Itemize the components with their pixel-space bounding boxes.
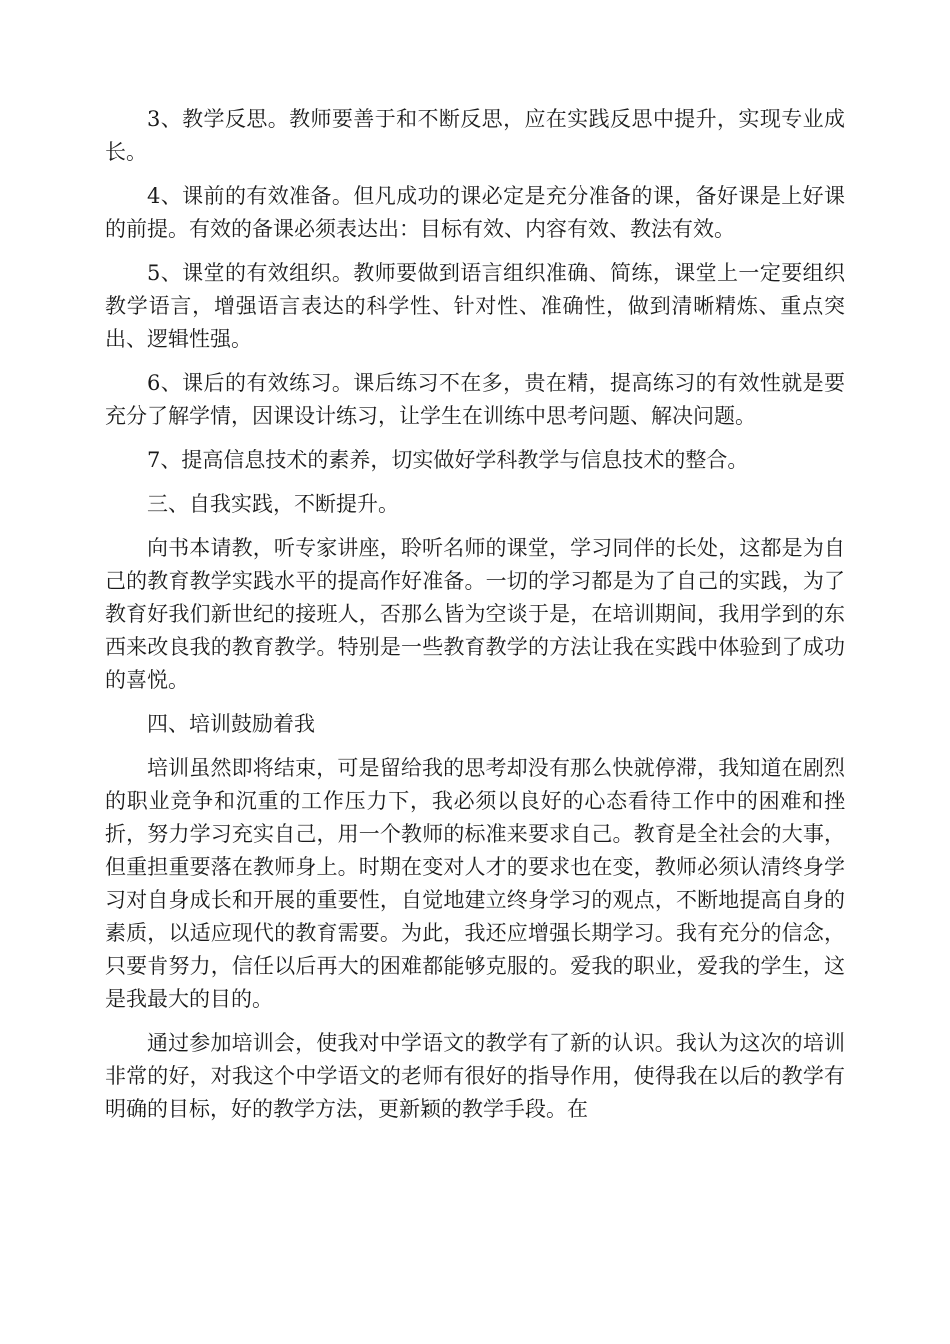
paragraph-organization: 5、课堂的有效组织。教师要做到语言组织准确、简练，课堂上一定要组织教学语言，增强语言表达的科学性、针对性、准确性，做到清晰精炼、重点突出、逻辑性强。 [105, 261, 845, 351]
section-heading-self-practice: 三、自我实践，不断提升。 [147, 492, 399, 516]
document-page [105, 103, 845, 1137]
section-heading-encouragement: 四、培训鼓励着我 [147, 712, 315, 736]
paragraph-preparation: 4、课前的有效准备。但凡成功的课必定是充分准备的课，备好课是上好课的前提。有效的备课必须表达出：目标有效、内容有效、教法有效。 [105, 184, 845, 241]
paragraph-learning: 向书本请教，听专家讲座，聆听名师的课堂，学习同伴的长处，这都是为自己的教育教学实践水平的提高作好准备。一切的学习都是为了自己的实践，为了教育好我们新世纪的接班人，否那么皆为空谈于是，在培训期间，我用学到的东西来改良我的教育教学。特别是一些教育教学的方法让我在实践中体验到了成功的喜悦。 [105, 536, 845, 692]
paragraph-reflection-long: 培训虽然即将结束，可是留给我的思考却没有那么快就停滞，我知道在剧烈的职业竞争和沉重的工作压力下，我必须以良好的心态看待工作中的困难和挫折，努力学习充实自己，用一个教师的标准来要求自己。教育是全社会的大事，但重担重要落在教师身上。时期在变对人才的要求也在变，教师必须认清终身学习对自身成长和开展的重要性，自觉地建立终身学习的观点，不断地提高自身的素质，以适应现代的教育需要。为此，我还应增强长期学习。我有充分的信念，只要肯努力，信任以后再大的困难都能够克服的。爱我的职业，爱我的学生，这是我最大的目的。 [105, 756, 845, 1011]
paragraph-conclusion: 通过参加培训会，使我对中学语文的教学有了新的认识。我认为这次的培训非常的好，对我这个中学语文的老师有很好的指导作用，使得我在以后的教学有明确的目标，好的教学方法，更新颖的教学手段。在 [105, 1031, 845, 1121]
paragraph-practice: 6、课后的有效练习。课后练习不在多，贵在精，提高练习的有效性就是要充分了解学情，因课设计练习，让学生在训练中思考问题、解决问题。 [105, 371, 845, 428]
paragraph-it-literacy: 7、提高信息技术的素养，切实做好学科教学与信息技术的整合。 [147, 448, 749, 472]
paragraph-reflection: 3、教学反思。教师要善于和不断反思，应在实践反思中提升，实现专业成长。 [105, 107, 845, 164]
